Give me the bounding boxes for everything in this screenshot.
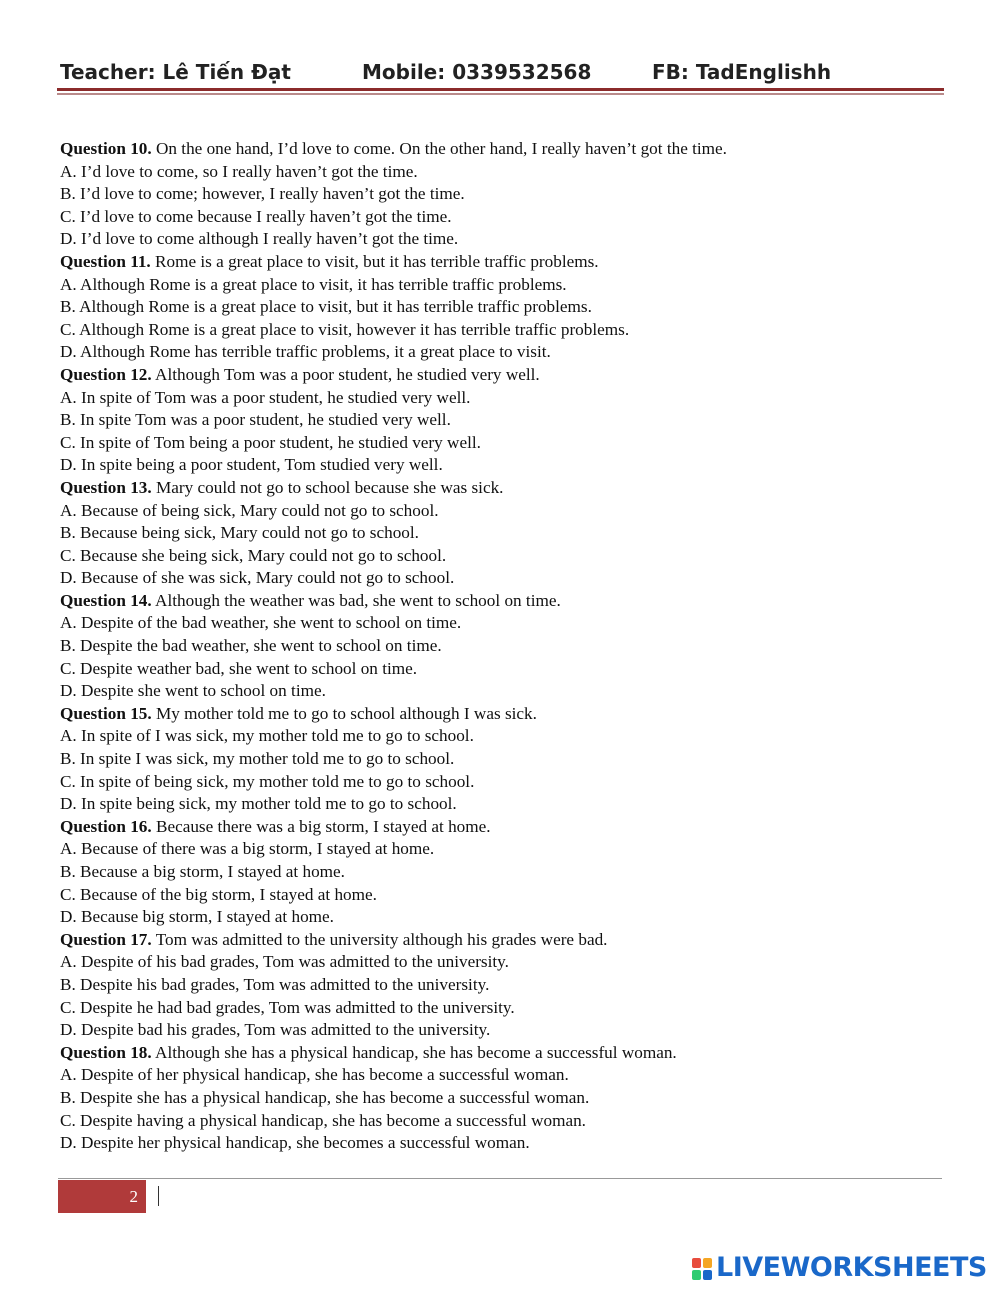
answer-option[interactable]: D. Although Rome has terrible traffic problems, it a great place to visit. bbox=[60, 342, 551, 362]
question-line bbox=[60, 477, 940, 500]
question-prompt: Although the weather was bad, she went to school on time. bbox=[155, 590, 561, 610]
question-number: Question 18. bbox=[60, 1042, 152, 1062]
answer-option[interactable]: D. I’d love to come although I really haven’t got the time. bbox=[60, 229, 459, 249]
answer-option[interactable]: A. Despite of his bad grades, Tom was admitted to the university. bbox=[60, 952, 509, 972]
question-prompt: Mary could not go to school because she was sick. bbox=[155, 477, 504, 497]
header-rule-dark bbox=[57, 88, 944, 91]
answer-option[interactable]: B. Despite the bad weather, she went to school on time. bbox=[60, 636, 442, 656]
question-line bbox=[60, 364, 940, 387]
question-prompt: Although she has a physical handicap, she has become a successful woman. bbox=[155, 1042, 677, 1062]
answer-option[interactable]: A. Despite of her physical handicap, she has become a successful woman. bbox=[60, 1065, 569, 1085]
footer-rule bbox=[58, 1178, 942, 1179]
question-prompt: Although Tom was a poor student, he studied very well. bbox=[155, 364, 540, 384]
answer-option[interactable]: C. Despite he had bad grades, Tom was admitted to the university. bbox=[60, 997, 515, 1017]
question-number: Question 15. bbox=[60, 703, 152, 723]
answer-option[interactable]: B. Because a big storm, I stayed at home. bbox=[60, 862, 345, 881]
answer-option[interactable]: B. In spite Tom was a poor student, he studied very well. bbox=[60, 410, 451, 430]
answer-option[interactable]: A. Although Rome is a great place to visit, it has terrible traffic problems. bbox=[60, 274, 567, 294]
question-line bbox=[60, 1042, 940, 1065]
answer-option[interactable]: C. In spite of being sick, my mother told me to go to school. bbox=[60, 771, 475, 791]
answer-option[interactable]: C. Because of the big storm, I stayed at home. bbox=[60, 884, 377, 904]
question-line bbox=[60, 816, 940, 839]
answer-option[interactable]: A. Despite of the bad weather, she went to school on time. bbox=[60, 613, 462, 633]
answer-option[interactable]: D. Because of she was sick, Mary could not go to school. bbox=[60, 568, 455, 588]
answer-option[interactable]: B. I’d love to come; however, I really haven’t got the time. bbox=[60, 184, 465, 204]
logo-text: LIVEWORKSHEETS bbox=[716, 1252, 987, 1283]
question-line bbox=[60, 703, 940, 726]
question-list bbox=[60, 138, 940, 1155]
question-number: Question 13. bbox=[60, 477, 152, 497]
question-prompt: Tom was admitted to the university although his grades were bad. bbox=[155, 929, 608, 949]
question-prompt: Because there was a big storm, I stayed at home. bbox=[155, 816, 491, 836]
answer-option[interactable]: D. In spite being a poor student, Tom studied very well. bbox=[60, 455, 443, 475]
question-number: Question 12. bbox=[60, 364, 152, 384]
answer-option[interactable]: A. In spite of I was sick, my mother told me to go to school. bbox=[60, 726, 474, 746]
answer-option[interactable]: B. Despite his bad grades, Tom was admitted to the university. bbox=[60, 974, 490, 994]
header-teacher: Teacher: Lê Tiến Đạt bbox=[60, 60, 291, 84]
question-number: Question 11. bbox=[60, 251, 151, 271]
question-prompt: My mother told me to go to school although I was sick. bbox=[155, 703, 537, 723]
question-number: Question 10. bbox=[60, 139, 152, 158]
question-line bbox=[60, 929, 940, 952]
page-number: 2 bbox=[58, 1180, 146, 1213]
answer-option[interactable]: D. Despite bad his grades, Tom was admitted to the university. bbox=[60, 1020, 491, 1040]
answer-option[interactable]: D. Despite her physical handicap, she becomes a successful woman. bbox=[60, 1133, 530, 1153]
page-header bbox=[60, 58, 944, 88]
answer-option[interactable]: B. Despite she has a physical handicap, she has become a successful woman. bbox=[60, 1087, 590, 1107]
header-rule-light bbox=[57, 93, 944, 95]
answer-option[interactable]: A. In spite of Tom was a poor student, he studied very well. bbox=[60, 387, 471, 407]
answer-option[interactable]: A. Because of being sick, Mary could not go to school. bbox=[60, 500, 439, 520]
header-mobile: Mobile: 0339532568 bbox=[362, 60, 592, 84]
answer-option[interactable]: C. Despite having a physical handicap, she has become a successful woman. bbox=[60, 1110, 586, 1130]
question-number: Question 16. bbox=[60, 816, 152, 836]
answer-option[interactable]: B. Because being sick, Mary could not go to school. bbox=[60, 523, 419, 543]
answer-option[interactable]: A. I’d love to come, so I really haven’t got the time. bbox=[60, 161, 418, 181]
answer-option[interactable]: B. In spite I was sick, my mother told me to go to school. bbox=[60, 749, 455, 769]
liveworksheets-logo[interactable] bbox=[692, 1254, 992, 1286]
answer-option[interactable]: C. Despite weather bad, she went to school on time. bbox=[60, 658, 418, 678]
answer-option[interactable]: A. Because of there was a big storm, I stayed at home. bbox=[60, 839, 435, 859]
question-prompt: Rome is a great place to visit, but it has terrible traffic problems. bbox=[155, 251, 599, 271]
question-line bbox=[60, 251, 940, 274]
answer-option[interactable]: C. Although Rome is a great place to visit, however it has terrible traffic problems. bbox=[60, 319, 630, 339]
question-number: Question 14. bbox=[60, 590, 152, 610]
answer-option[interactable]: C. I’d love to come because I really haven’t got the time. bbox=[60, 206, 452, 226]
question-prompt: On the one hand, I’d love to come. On the other hand, I really haven’t got the time. bbox=[155, 139, 727, 158]
question-number: Question 17. bbox=[60, 929, 152, 949]
header-facebook: FB: TadEnglishh bbox=[652, 60, 832, 84]
answer-option[interactable]: C. In spite of Tom being a poor student, he studied very well. bbox=[60, 432, 481, 452]
answer-option[interactable]: D. Because big storm, I stayed at home. bbox=[60, 907, 334, 927]
answer-option[interactable]: C. Because she being sick, Mary could not go to school. bbox=[60, 545, 447, 565]
question-line bbox=[60, 590, 940, 613]
answer-option[interactable]: D. Despite she went to school on time. bbox=[60, 681, 326, 701]
liveworksheets-logo-icon bbox=[692, 1258, 714, 1282]
page-separator bbox=[158, 1186, 159, 1206]
answer-option[interactable]: B. Although Rome is a great place to visit, but it has terrible traffic problems. bbox=[60, 297, 592, 317]
answer-option[interactable]: D. In spite being sick, my mother told me to go to school. bbox=[60, 794, 457, 814]
question-line bbox=[60, 138, 940, 161]
